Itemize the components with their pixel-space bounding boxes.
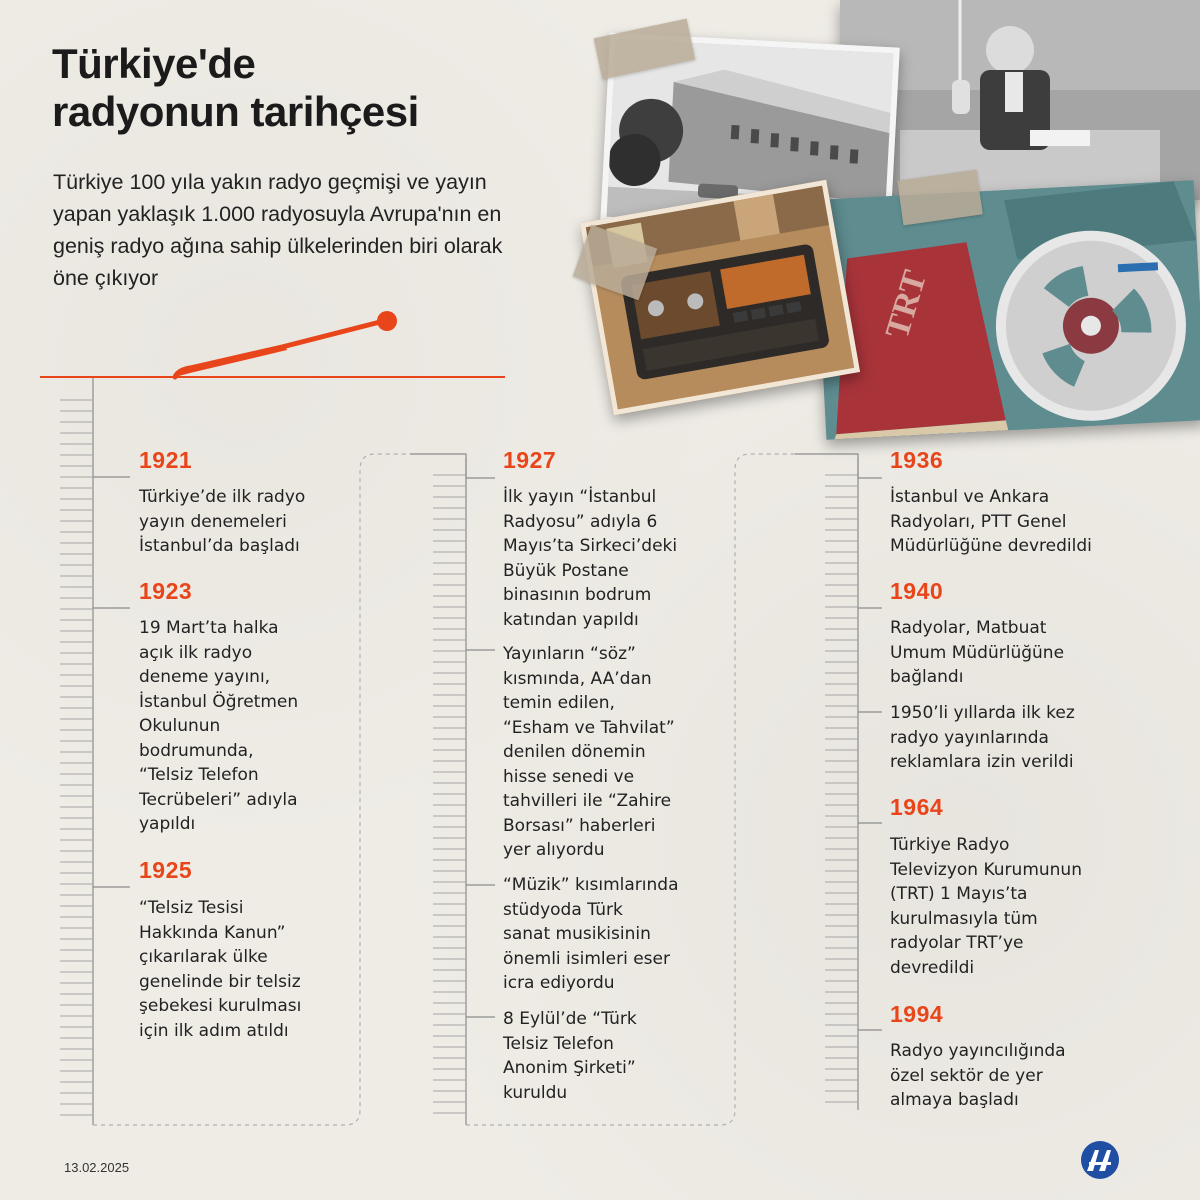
title-line-1: Türkiye'de (52, 40, 256, 87)
title-line-2: radyonun tarihçesi (52, 88, 419, 135)
entry-year: 1927 (503, 447, 557, 473)
entry-year: 1923 (139, 578, 193, 604)
entry-year: 1925 (139, 857, 193, 883)
entry-text: Türkiye Radyo Televizyon Kurumunun (TRT) 1 Mayıs’ta kurulmasıyla tüm radyolar TRT’ye devredildi (890, 835, 1082, 978)
entry-text: 8 Eylül’de “Türk Telsiz Telefon Anonim Şirketi” kuruldu (503, 1009, 637, 1103)
entry-year: 1936 (890, 447, 944, 473)
subtitle: Türkiye 100 yıla yakın radyo geçmişi ve yayın yapan yaklaşık 1.000 radyosuyla Avrupa'nın en geniş radyo ağına sahip ülkelerinden biri olarak öne çıkıyor (53, 170, 503, 290)
entry-text: 19 Mart’ta halka açık ilk radyo deneme yayını, İstanbul Öğretmen Okulunun bodrumunda, “Telsiz Telefon Tecrübeleri” adıyla yapıldı (139, 618, 299, 834)
entry-year: 1964 (890, 794, 944, 820)
entry-text: İstanbul ve Ankara Radyoları, PTT Genel Müdürlüğüne devredildi (890, 487, 1092, 556)
entry-text: Radyo yayıncılığında özel sektör de yer almaya başladı (890, 1041, 1066, 1110)
entry-text: Türkiye’de ilk radyo yayın denemeleri İstanbul’da başladı (139, 487, 306, 556)
entry-text: “Telsiz Tesisi Hakkında Kanun” çıkarılarak ülke genelinde bir telsiz şebekesi kurulması için ilk adım atıldı (139, 898, 302, 1041)
publish-date: 13.02.2025 (64, 1160, 130, 1175)
entry-year: 1994 (890, 1001, 944, 1027)
page-title (52, 40, 419, 136)
entry-text: “Müzik” kısımlarında stüdyoda Türk sanat musikisinin önemli isimleri eser icra ediyordu (503, 875, 679, 993)
entry-text: Radyolar, Matbuat Umum Müdürlüğüne bağlandı (890, 618, 1065, 687)
entry-text: İlk yayın “İstanbul Radyosu” adıyla 6 Mayıs’ta Sirkeci’deki Büyük Postane binasının bodrum katından yapıldı (503, 487, 678, 630)
entry-year: 1940 (890, 578, 944, 604)
entry-text: Yayınların “söz” kısmında, AA’dan temin edilen, “Esham ve Tahvilat” denilen dönemin hisse senedi ve tahvilleri ile “Zahire Borsası” haberleri yer alıyordu (503, 644, 675, 860)
entry-year: 1921 (139, 447, 193, 473)
aa-logo-icon (1080, 1140, 1120, 1180)
entry-text: 1950’li yıllarda ilk kez radyo yayınlarında reklamlara izin verildi (890, 703, 1075, 772)
trt-box-label: TRT (878, 266, 935, 343)
